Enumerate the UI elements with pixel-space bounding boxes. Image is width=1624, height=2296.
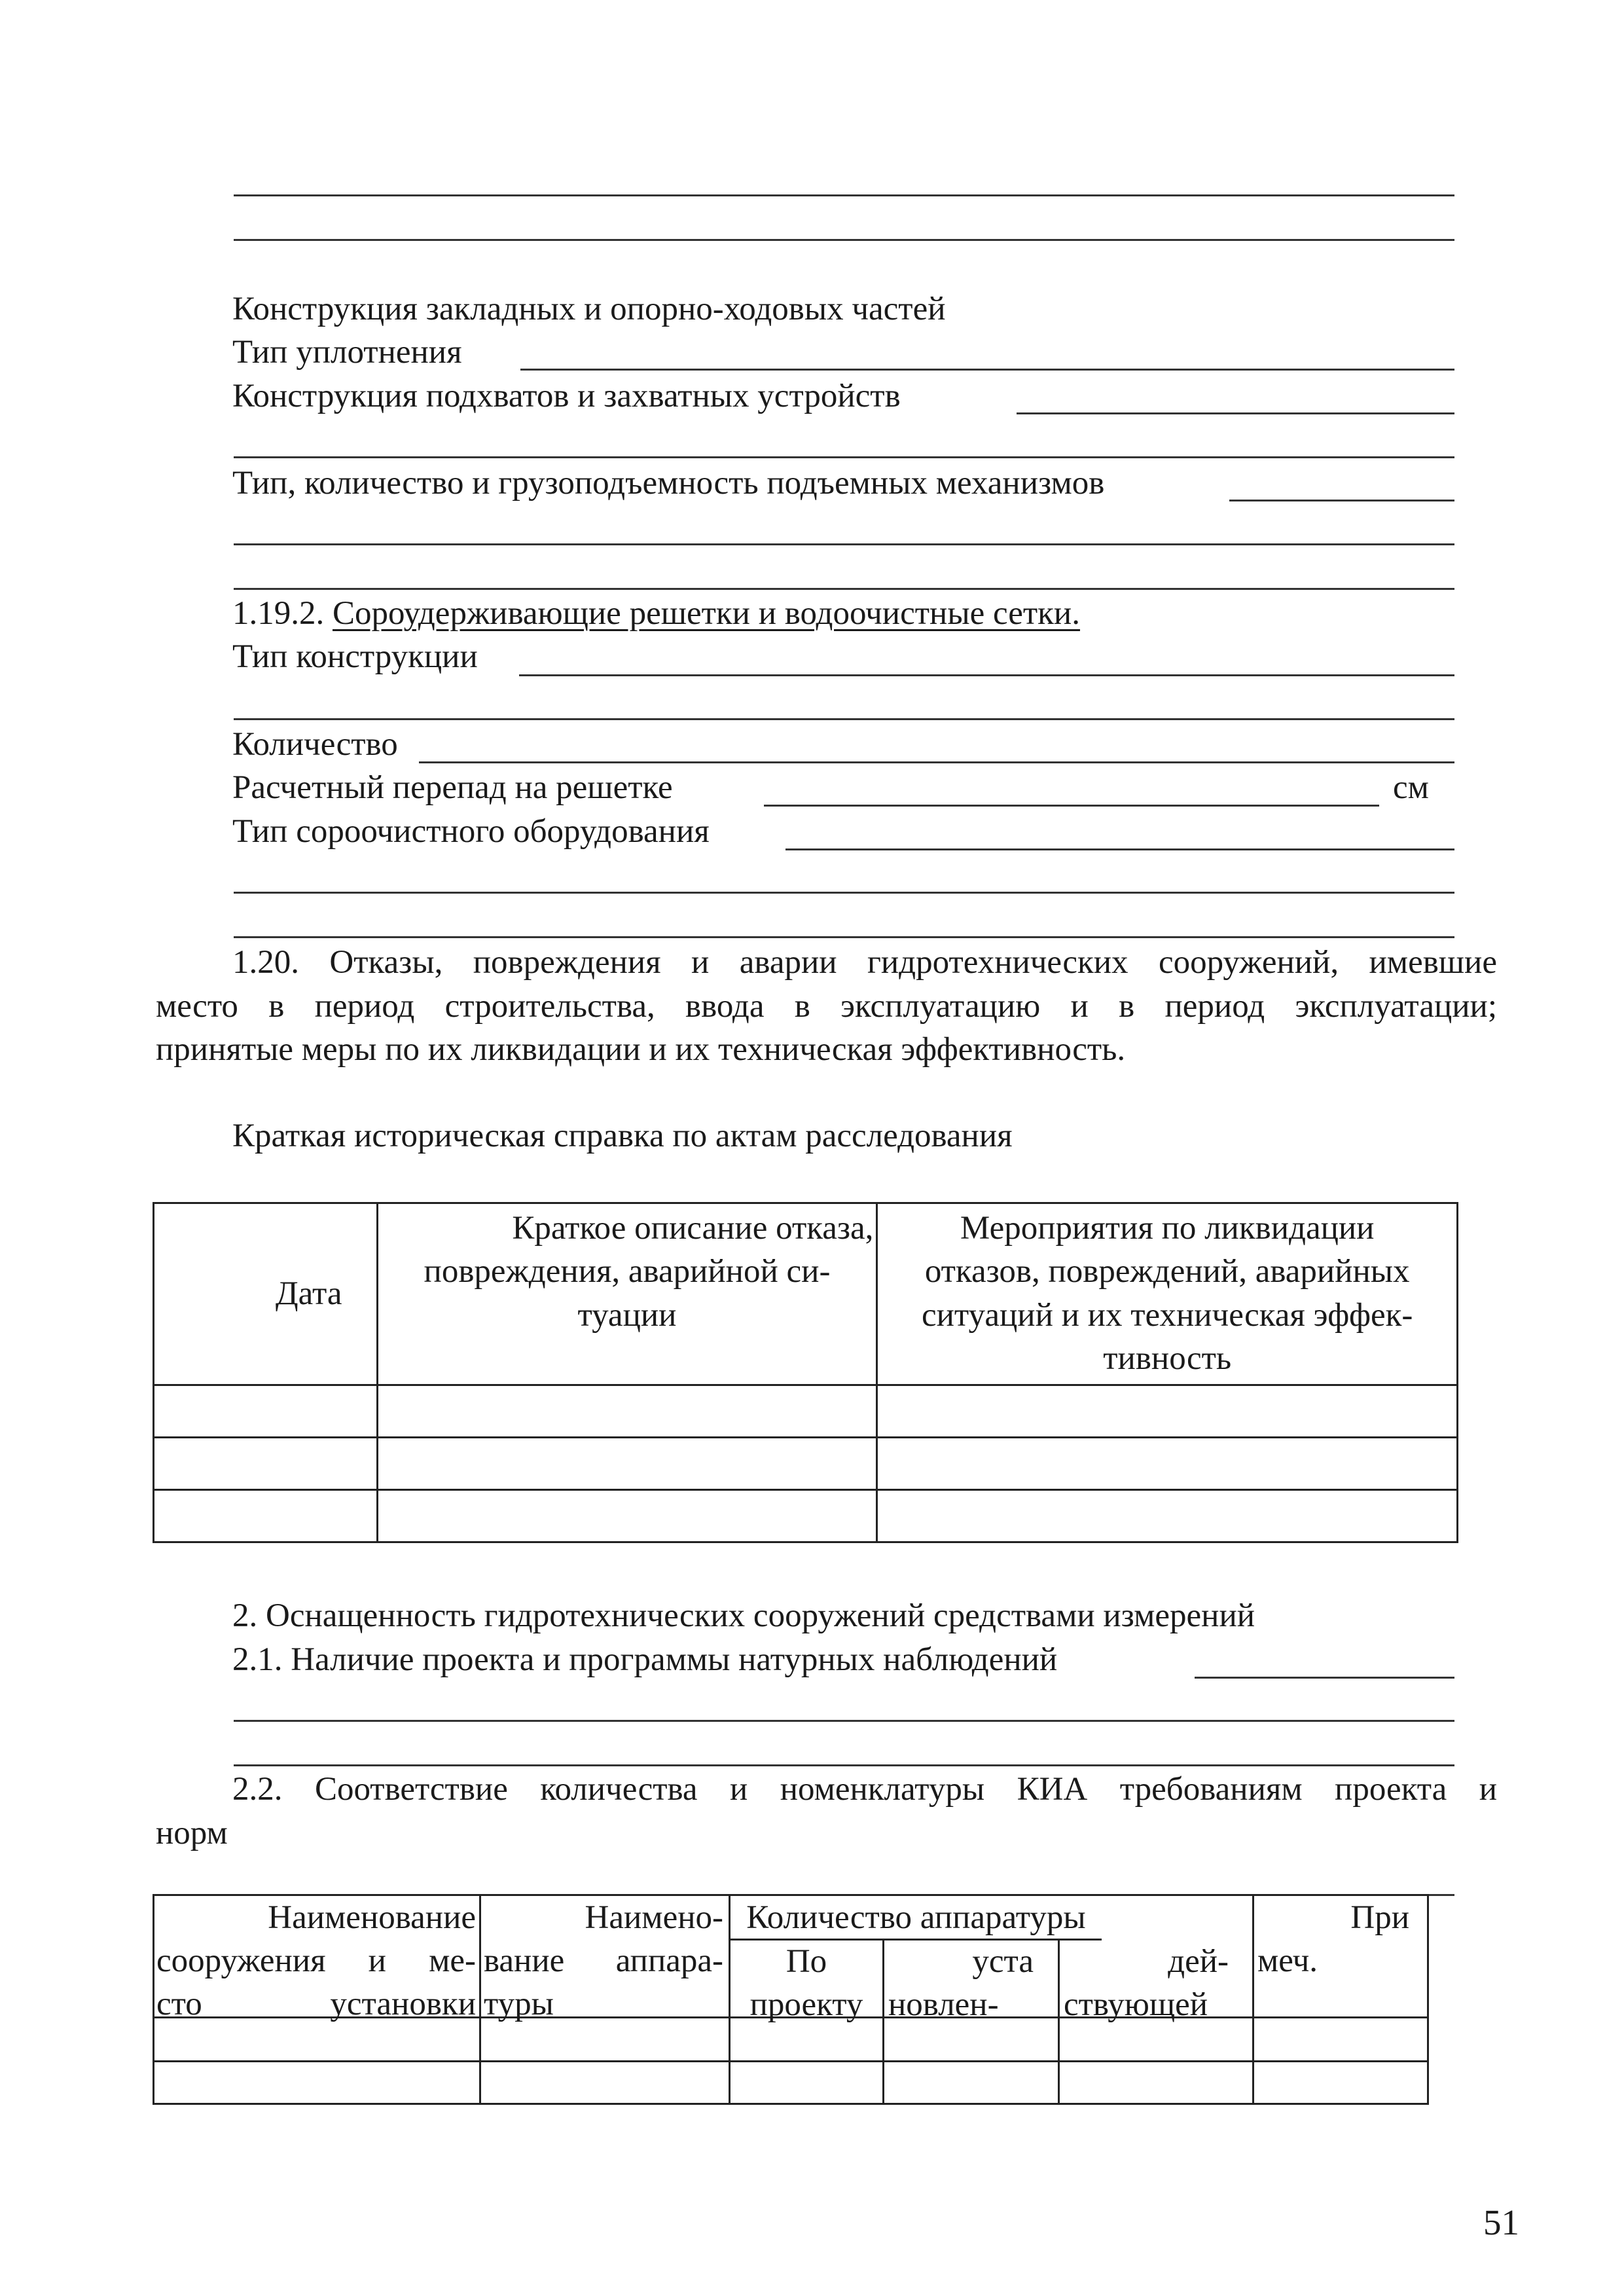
table-cell[interactable] bbox=[481, 2018, 729, 2060]
table-cell[interactable] bbox=[877, 1438, 1458, 1490]
blank-line bbox=[234, 588, 1454, 590]
table-cell[interactable] bbox=[154, 2062, 479, 2103]
header-text: Количество аппаратуры bbox=[746, 1899, 1086, 1936]
blank-line bbox=[234, 936, 1454, 938]
section-1-20-line2: место в период строительства, ввода в эксплуатацию и в период эксплуатации; bbox=[156, 988, 1497, 1025]
header-measures bbox=[877, 1203, 1458, 1385]
header-text: дей- bbox=[1168, 1943, 1229, 1980]
table-cell[interactable] bbox=[1060, 2062, 1252, 2103]
table-cell[interactable] bbox=[884, 2062, 1058, 2103]
header-text: сто установки bbox=[156, 1986, 476, 2022]
header-text: новлен- bbox=[888, 1986, 999, 2023]
pressure-drop-label: Расчетный перепад на решетке bbox=[232, 769, 673, 806]
grips-field[interactable] bbox=[1017, 412, 1454, 414]
item-2-2-line2: норм bbox=[156, 1815, 228, 1851]
table-cell[interactable] bbox=[481, 2062, 729, 2103]
embedded-parts-label: Конструкция закладных и опорно-ходовых частей bbox=[232, 291, 946, 327]
item-2-1-label: 2.1. Наличие проекта и программы натурных наблюдений bbox=[232, 1641, 1058, 1678]
header-text: сооружения и ме- bbox=[156, 1942, 476, 1979]
table-cell[interactable] bbox=[1254, 2018, 1427, 2060]
item-2-2-line1: 2.2. Соответствие количества и номенклатуры КИА требованиям проекта и bbox=[232, 1771, 1497, 1808]
header-quantity bbox=[731, 1896, 1102, 1939]
header-text: повреждения, аварийной си- bbox=[424, 1253, 831, 1290]
item-2-1-field[interactable] bbox=[1195, 1677, 1454, 1679]
table-cell[interactable] bbox=[877, 1385, 1458, 1438]
pressure-unit: см bbox=[1393, 769, 1429, 806]
header-text: При bbox=[1350, 1899, 1409, 1936]
lifting-label: Тип, количество и грузоподъемность подъемных механизмов bbox=[232, 465, 1105, 501]
table-cell[interactable] bbox=[731, 2062, 882, 2103]
incident-table bbox=[153, 1202, 1458, 1543]
blank-line bbox=[234, 1720, 1454, 1722]
header-date bbox=[154, 1203, 378, 1385]
header-description bbox=[377, 1203, 877, 1385]
header-text: ситуаций и их техническая эффек- bbox=[922, 1296, 1413, 1334]
header-text: Наименование bbox=[268, 1899, 476, 1936]
equipment-table bbox=[153, 1894, 1429, 2105]
header-text: Краткое описание отказа, bbox=[512, 1210, 874, 1247]
blank-line bbox=[234, 239, 1454, 241]
cleaning-equipment-label: Тип сороочистного оборудования bbox=[232, 813, 710, 850]
quantity-label: Количество bbox=[232, 726, 398, 763]
header-text: По bbox=[785, 1943, 827, 1980]
blank-line bbox=[234, 456, 1454, 458]
table-header-row bbox=[154, 1203, 1458, 1385]
table-row bbox=[154, 1385, 1458, 1438]
header-apparatus bbox=[484, 1896, 723, 2026]
header-text: отказов, повреждений, аварийных bbox=[924, 1253, 1410, 1290]
header-text: уста bbox=[972, 1943, 1034, 1980]
table-row bbox=[154, 1438, 1458, 1490]
table-cell[interactable] bbox=[1254, 2062, 1427, 2103]
header-structure bbox=[156, 1896, 476, 2026]
grips-label: Конструкция подхватов и захватных устройств bbox=[232, 378, 901, 414]
cleaning-equipment-field[interactable] bbox=[785, 848, 1454, 850]
section-title: Сороудерживающие решетки и водоочистные сетки. bbox=[333, 595, 1080, 632]
header-text: тивность bbox=[1103, 1339, 1232, 1377]
table-cell[interactable] bbox=[377, 1438, 877, 1490]
table-cell[interactable] bbox=[1060, 2018, 1252, 2060]
blank-line bbox=[234, 718, 1454, 720]
header-text: туации bbox=[577, 1296, 677, 1334]
section-1-20-line1: 1.20. Отказы, повреждения и аварии гидротехнических сооружений, имевшие bbox=[232, 944, 1497, 981]
blank-line bbox=[234, 543, 1454, 545]
header-text: меч. bbox=[1257, 1942, 1318, 1979]
table-cell[interactable] bbox=[154, 2018, 479, 2060]
page-number: 51 bbox=[1483, 2202, 1519, 2242]
section-1-20-line3: принятые меры по их ликвидации и их техническая эффективность. bbox=[156, 1031, 1126, 1068]
header-text: ствующей bbox=[1064, 1986, 1208, 2023]
table-cell[interactable] bbox=[377, 1385, 877, 1438]
table-cell[interactable] bbox=[154, 1385, 378, 1438]
table-cell[interactable] bbox=[154, 1438, 378, 1490]
lifting-field[interactable] bbox=[1229, 500, 1454, 501]
blank-line bbox=[234, 892, 1454, 894]
header-note bbox=[1257, 1896, 1421, 1982]
header-installed bbox=[888, 1940, 1053, 2026]
quantity-field[interactable] bbox=[419, 761, 1454, 763]
table-cell[interactable] bbox=[377, 1490, 877, 1542]
seal-type-field[interactable] bbox=[520, 369, 1454, 371]
table-cell[interactable] bbox=[884, 2018, 1058, 2060]
construction-type-field[interactable] bbox=[519, 674, 1454, 676]
section-number: 1.19.2. bbox=[232, 595, 325, 632]
blank-line bbox=[234, 194, 1454, 196]
table-cell[interactable] bbox=[731, 2018, 882, 2060]
construction-type-label: Тип конструкции bbox=[232, 638, 478, 675]
header-text: Мероприятия по ликвидации bbox=[960, 1210, 1375, 1247]
table-cell[interactable] bbox=[154, 1490, 378, 1542]
table-cell[interactable] bbox=[877, 1490, 1458, 1542]
header-text: проекту bbox=[749, 1986, 863, 2023]
header-by-project bbox=[731, 1940, 882, 2026]
history-note: Краткая историческая справка по актам расследования bbox=[232, 1118, 1013, 1154]
header-text: вание аппара- bbox=[484, 1942, 723, 1979]
pressure-drop-field[interactable] bbox=[764, 805, 1379, 807]
blank-line bbox=[234, 1764, 1454, 1766]
header-text: туры bbox=[484, 1986, 554, 2022]
section-1-19-2-heading bbox=[232, 597, 1080, 630]
seal-type-label: Тип уплотнения bbox=[232, 334, 462, 371]
header-date-text: Дата bbox=[275, 1275, 342, 1313]
header-working bbox=[1064, 1940, 1248, 2026]
header-text: Наимено- bbox=[585, 1899, 723, 1936]
table-row bbox=[154, 1490, 1458, 1542]
section-2-title: 2. Оснащенность гидротехнических сооружений средствами измерений bbox=[232, 1597, 1255, 1634]
